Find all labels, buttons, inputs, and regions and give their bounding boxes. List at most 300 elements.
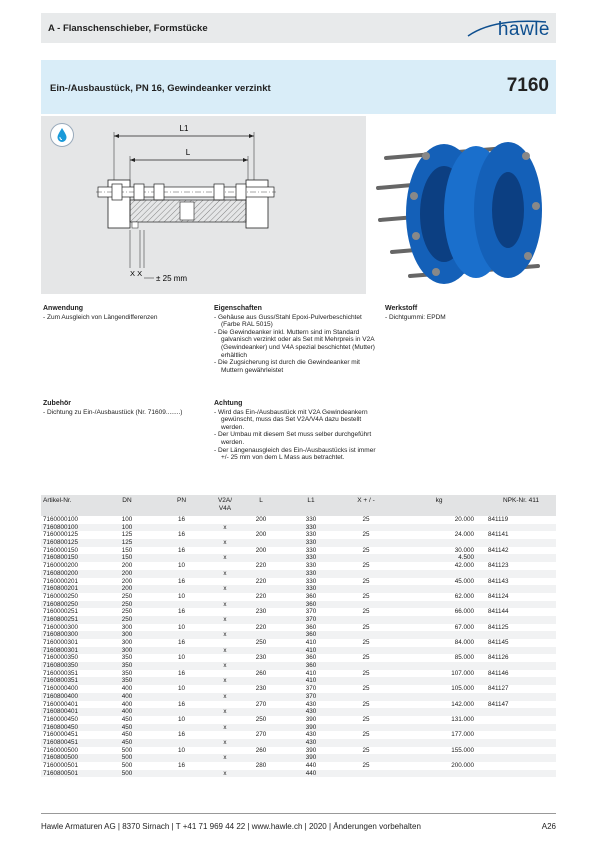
table-cell	[153, 554, 210, 562]
table-cell: 10	[153, 747, 210, 755]
table-cell: 7160000500	[41, 747, 101, 755]
table-cell: 25	[340, 654, 392, 662]
table-cell	[486, 770, 556, 778]
table-cell	[392, 539, 486, 547]
section-werkstoff	[385, 305, 545, 321]
list-item: - Der Umbau mit diesem Set muss selber durchgeführt werden.	[214, 431, 372, 446]
table-cell: 410	[282, 647, 340, 655]
table-cell: x	[210, 585, 240, 593]
table-cell: 100	[101, 516, 153, 524]
col-header-npk: NPK-Nr. 411	[486, 495, 556, 516]
table-cell	[486, 716, 556, 724]
table-cell: x	[210, 677, 240, 685]
table-cell	[340, 524, 392, 532]
table-cell: 25	[340, 516, 392, 524]
table-cell: 200.000	[392, 762, 486, 770]
table-cell: 7160800201	[41, 585, 101, 593]
water-drop-icon	[50, 123, 74, 147]
table-cell: 7160800200	[41, 570, 101, 578]
table-cell: 200	[101, 578, 153, 586]
technical-drawing	[96, 120, 276, 292]
table-cell	[392, 585, 486, 593]
table-cell	[486, 647, 556, 655]
table-cell	[240, 662, 282, 670]
table-cell: 370	[282, 685, 340, 693]
table-cell: 200	[240, 516, 282, 524]
table-row	[41, 677, 556, 685]
table-row	[41, 616, 556, 624]
table-cell: 360	[282, 631, 340, 639]
table-row	[41, 539, 556, 547]
table-cell: 300	[101, 631, 153, 639]
table-cell	[392, 524, 486, 532]
table-cell	[486, 724, 556, 732]
table-cell	[210, 762, 240, 770]
table-cell: 62.000	[392, 593, 486, 601]
table-cell: 330	[282, 524, 340, 532]
table-cell: 350	[101, 654, 153, 662]
table-cell: x	[210, 554, 240, 562]
section-title: Eigenschaften	[214, 305, 262, 312]
section-title: Zubehör	[43, 400, 71, 407]
table-cell: 10	[153, 716, 210, 724]
list-item: - Dichtung zu Ein-/Ausbaustück (Nr. 71609........)	[43, 408, 183, 416]
table-cell: 42.000	[392, 562, 486, 570]
table-cell	[153, 662, 210, 670]
table-cell	[153, 647, 210, 655]
table-cell: 260	[240, 747, 282, 755]
table-cell: 25	[340, 639, 392, 647]
table-cell: 350	[101, 662, 153, 670]
table-cell	[392, 739, 486, 747]
table-cell: 330	[282, 562, 340, 570]
table-cell	[240, 754, 282, 762]
table-cell: 7160800500	[41, 754, 101, 762]
table-cell	[486, 601, 556, 609]
table-cell: 142.000	[392, 701, 486, 709]
dim-x-label: X X	[130, 269, 143, 278]
section-title: Achtung	[214, 400, 243, 407]
table-cell: 7160000301	[41, 639, 101, 647]
table-cell	[486, 762, 556, 770]
table-cell: 841144	[486, 608, 556, 616]
table-cell	[210, 639, 240, 647]
table-cell	[240, 693, 282, 701]
table-row	[41, 570, 556, 578]
table-cell	[240, 601, 282, 609]
table-cell: 25	[340, 701, 392, 709]
table-cell: 350	[101, 677, 153, 685]
table-cell	[240, 724, 282, 732]
table-cell: 330	[282, 531, 340, 539]
table-row	[41, 624, 556, 632]
table-cell: 7160800100	[41, 524, 101, 532]
table-cell: 7160000100	[41, 516, 101, 524]
table-cell: 430	[282, 701, 340, 709]
table-cell	[392, 693, 486, 701]
table-cell	[340, 708, 392, 716]
list-item: - Die Gewindeanker inkl. Muttern sind im Standard galvanisch verzinkt oder als Set mit Mehrpreis in V2A (Gewindeanker) und V4A spezial beschichtet (Mutter) erhältlich	[214, 328, 375, 359]
table-cell	[340, 616, 392, 624]
table-cell: 250	[101, 608, 153, 616]
table-cell	[340, 554, 392, 562]
table-cell: 84.000	[392, 639, 486, 647]
table-cell	[210, 624, 240, 632]
table-cell: x	[210, 708, 240, 716]
table-row	[41, 593, 556, 601]
table-cell: 250	[101, 593, 153, 601]
header-bar	[41, 13, 556, 43]
table-cell: 7160000250	[41, 593, 101, 601]
table-cell: 841126	[486, 654, 556, 662]
table-row	[41, 693, 556, 701]
table-cell: 7160000451	[41, 731, 101, 739]
product-bar	[41, 60, 556, 114]
table-cell: 430	[282, 708, 340, 716]
table-row	[41, 516, 556, 524]
header-title: A - Flanschenschieber, Formstücke	[48, 23, 208, 34]
table-cell: x	[210, 662, 240, 670]
table-cell: 500	[101, 762, 153, 770]
table-cell: 7160800350	[41, 662, 101, 670]
table-cell	[486, 570, 556, 578]
table-cell: 400	[101, 701, 153, 709]
table-cell: 450	[101, 739, 153, 747]
table-cell: 25	[340, 624, 392, 632]
table-cell: 125	[101, 531, 153, 539]
table-row	[41, 662, 556, 670]
table-cell	[340, 647, 392, 655]
table-cell: 370	[282, 693, 340, 701]
table-cell: 7160000400	[41, 685, 101, 693]
table-cell: 500	[101, 754, 153, 762]
table-cell: 280	[240, 762, 282, 770]
table-cell: 430	[282, 739, 340, 747]
table-cell: x	[210, 693, 240, 701]
table-cell	[486, 739, 556, 747]
col-header-dn: DN	[101, 495, 153, 516]
table-cell: 330	[282, 585, 340, 593]
table-cell: 7160000401	[41, 701, 101, 709]
table-row	[41, 647, 556, 655]
table-cell: 67.000	[392, 624, 486, 632]
table-cell: 410	[282, 670, 340, 678]
table-cell: x	[210, 631, 240, 639]
table-cell: 250	[101, 616, 153, 624]
table-row	[41, 701, 556, 709]
table-cell	[153, 585, 210, 593]
table-row	[41, 554, 556, 562]
table-cell: 300	[101, 639, 153, 647]
table-cell: 230	[240, 608, 282, 616]
col-header-l: L	[240, 495, 282, 516]
table-cell	[340, 570, 392, 578]
table-cell	[392, 647, 486, 655]
table-cell	[240, 631, 282, 639]
table-cell	[210, 516, 240, 524]
table-row	[41, 731, 556, 739]
footer-text: Hawle Armaturen AG | 8370 Sirnach | T +41 71 969 44 22 | www.hawle.ch | 2020 | Änderungen vorbehalten	[41, 822, 421, 831]
article-table	[41, 495, 556, 777]
table-cell: 100	[101, 524, 153, 532]
table-cell: 25	[340, 562, 392, 570]
table-cell	[153, 708, 210, 716]
table-row	[41, 685, 556, 693]
table-cell: 390	[282, 747, 340, 755]
table-cell: 7160800301	[41, 647, 101, 655]
table-row	[41, 724, 556, 732]
table-row	[41, 708, 556, 716]
table-cell	[210, 670, 240, 678]
table-cell: 7160800251	[41, 616, 101, 624]
table-cell	[340, 693, 392, 701]
table-cell: 7160000300	[41, 624, 101, 632]
table-cell: 200	[240, 547, 282, 555]
table-cell	[153, 770, 210, 778]
table-cell: 200	[101, 585, 153, 593]
table-row	[41, 547, 556, 555]
table-cell	[486, 631, 556, 639]
table-cell	[392, 754, 486, 762]
table-cell: 7160800125	[41, 539, 101, 547]
table-cell	[240, 739, 282, 747]
table-cell: 440	[282, 770, 340, 778]
table-cell: 330	[282, 554, 340, 562]
table-row	[41, 716, 556, 724]
table-cell: 7160000351	[41, 670, 101, 678]
table-cell: 7160000501	[41, 762, 101, 770]
list-item: - Der Längenausgleich des Ein-/Ausbaustücks ist immer +/- 25 mm von dem L Mass aus betrachtet.	[214, 446, 376, 462]
table-cell: 410	[282, 639, 340, 647]
footer-divider	[41, 813, 556, 814]
table-cell	[340, 677, 392, 685]
col-header-x: X + / -	[340, 495, 392, 516]
table-cell	[392, 724, 486, 732]
section-title: Anwendung	[43, 305, 84, 312]
table-cell: 16	[153, 547, 210, 555]
col-header-v2a: V2A/ V4A	[210, 495, 240, 516]
table-cell	[210, 562, 240, 570]
table-row	[41, 631, 556, 639]
table-cell: 841124	[486, 593, 556, 601]
section-title: Werkstoff	[385, 305, 418, 312]
table-cell	[210, 547, 240, 555]
table-cell: 125	[101, 539, 153, 547]
table-cell	[153, 677, 210, 685]
table-cell: 45.000	[392, 578, 486, 586]
dim-l-label: L	[185, 148, 191, 157]
section-eigenschaften	[214, 305, 380, 374]
table-cell: 25	[340, 716, 392, 724]
table-cell: 25	[340, 608, 392, 616]
table-cell: 7160800300	[41, 631, 101, 639]
table-cell: 350	[101, 670, 153, 678]
table-cell: 7160800250	[41, 601, 101, 609]
table-cell: 500	[101, 770, 153, 778]
table-cell: 370	[282, 608, 340, 616]
table-cell: 400	[101, 693, 153, 701]
table-cell	[486, 539, 556, 547]
hawle-logo	[464, 16, 550, 41]
table-cell	[240, 677, 282, 685]
table-cell: 450	[101, 731, 153, 739]
table-cell: 131.000	[392, 716, 486, 724]
table-cell: 841141	[486, 531, 556, 539]
table-cell: 250	[240, 639, 282, 647]
table-cell	[486, 708, 556, 716]
table-cell: 360	[282, 654, 340, 662]
table-cell: 25	[340, 762, 392, 770]
table-cell: 25	[340, 731, 392, 739]
table-cell: 7160000201	[41, 578, 101, 586]
table-cell	[210, 608, 240, 616]
table-cell	[486, 616, 556, 624]
table-cell: 10	[153, 685, 210, 693]
table-cell: x	[210, 524, 240, 532]
table-cell: 330	[282, 570, 340, 578]
table-cell	[153, 693, 210, 701]
table-cell	[486, 585, 556, 593]
table-cell: 841145	[486, 639, 556, 647]
table-cell: 450	[101, 724, 153, 732]
table-cell	[153, 754, 210, 762]
table-cell: 500	[101, 747, 153, 755]
table-cell	[240, 770, 282, 778]
table-cell: 16	[153, 670, 210, 678]
table-cell	[240, 554, 282, 562]
table-cell: 841119	[486, 516, 556, 524]
table-cell: 16	[153, 731, 210, 739]
table-cell	[340, 631, 392, 639]
table-cell: 7160000251	[41, 608, 101, 616]
table-cell: 7160800501	[41, 770, 101, 778]
table-row	[41, 754, 556, 762]
table-cell: 105.000	[392, 685, 486, 693]
table-cell: 20.000	[392, 516, 486, 524]
table-cell: 25	[340, 747, 392, 755]
table-cell	[153, 616, 210, 624]
table-cell	[340, 739, 392, 747]
table-cell	[340, 754, 392, 762]
table-cell	[340, 585, 392, 593]
table-cell: 330	[282, 516, 340, 524]
table-cell: 16	[153, 608, 210, 616]
table-row	[41, 747, 556, 755]
table-row	[41, 762, 556, 770]
table-cell: 25	[340, 593, 392, 601]
col-header-artikel: Artikel-Nr.	[41, 495, 101, 516]
table-cell: 10	[153, 562, 210, 570]
table-cell: 16	[153, 531, 210, 539]
table-cell: 10	[153, 654, 210, 662]
table-cell: x	[210, 739, 240, 747]
section-anwendung	[43, 305, 203, 321]
table-cell: 107.000	[392, 670, 486, 678]
table-cell	[240, 585, 282, 593]
table-cell	[210, 654, 240, 662]
table-cell: 7160800400	[41, 693, 101, 701]
table-cell: 400	[101, 708, 153, 716]
table-cell	[486, 747, 556, 755]
table-row	[41, 739, 556, 747]
table-cell	[486, 693, 556, 701]
col-header-pn: PN	[153, 495, 210, 516]
table-cell: 16	[153, 701, 210, 709]
table-cell: 440	[282, 762, 340, 770]
table-cell	[340, 770, 392, 778]
table-cell	[392, 662, 486, 670]
table-cell: 10	[153, 624, 210, 632]
table-cell	[240, 539, 282, 547]
table-cell: x	[210, 647, 240, 655]
table-cell	[210, 716, 240, 724]
table-cell	[210, 747, 240, 755]
table-cell: 390	[282, 754, 340, 762]
table-cell: 25	[340, 531, 392, 539]
table-cell	[392, 616, 486, 624]
col-header-l1: L1	[282, 495, 340, 516]
table-cell	[340, 539, 392, 547]
table-cell	[240, 647, 282, 655]
table-cell: 25	[340, 685, 392, 693]
table-cell: 841127	[486, 685, 556, 693]
table-cell	[153, 601, 210, 609]
table-cell: 220	[240, 593, 282, 601]
table-cell	[392, 770, 486, 778]
table-row	[41, 670, 556, 678]
table-cell: 25	[340, 547, 392, 555]
table-cell: 4.500	[392, 554, 486, 562]
table-cell	[340, 724, 392, 732]
table-cell: 200	[101, 570, 153, 578]
table-row	[41, 770, 556, 778]
table-cell: 150	[101, 547, 153, 555]
table-cell	[153, 724, 210, 732]
table-cell: x	[210, 539, 240, 547]
table-cell: 200	[240, 531, 282, 539]
table-cell: 16	[153, 762, 210, 770]
page-number: A26	[541, 822, 556, 831]
table-cell: x	[210, 770, 240, 778]
table-cell: x	[210, 570, 240, 578]
table-cell: 370	[282, 616, 340, 624]
table-cell: 85.000	[392, 654, 486, 662]
table-cell: 200	[101, 562, 153, 570]
table-cell: 841147	[486, 701, 556, 709]
table-row	[41, 562, 556, 570]
table-cell	[153, 539, 210, 547]
table-cell: 25	[340, 578, 392, 586]
table-cell	[240, 524, 282, 532]
table-cell: 25	[340, 670, 392, 678]
table-cell: 841142	[486, 547, 556, 555]
table-cell: 16	[153, 516, 210, 524]
table-cell: 24.000	[392, 531, 486, 539]
table-cell: 841123	[486, 562, 556, 570]
table-cell: 300	[101, 647, 153, 655]
table-cell: 16	[153, 639, 210, 647]
table-cell	[486, 554, 556, 562]
list-item: - Gehäuse aus Guss/Stahl Epoxi-Pulverbeschichtet (Farbe RAL 5015)	[214, 313, 362, 329]
table-cell: 390	[282, 716, 340, 724]
table-cell	[153, 631, 210, 639]
table-cell	[392, 570, 486, 578]
table-cell	[210, 685, 240, 693]
table-cell: 360	[282, 662, 340, 670]
table-cell: 841125	[486, 624, 556, 632]
table-cell: 270	[240, 731, 282, 739]
table-cell: 177.000	[392, 731, 486, 739]
